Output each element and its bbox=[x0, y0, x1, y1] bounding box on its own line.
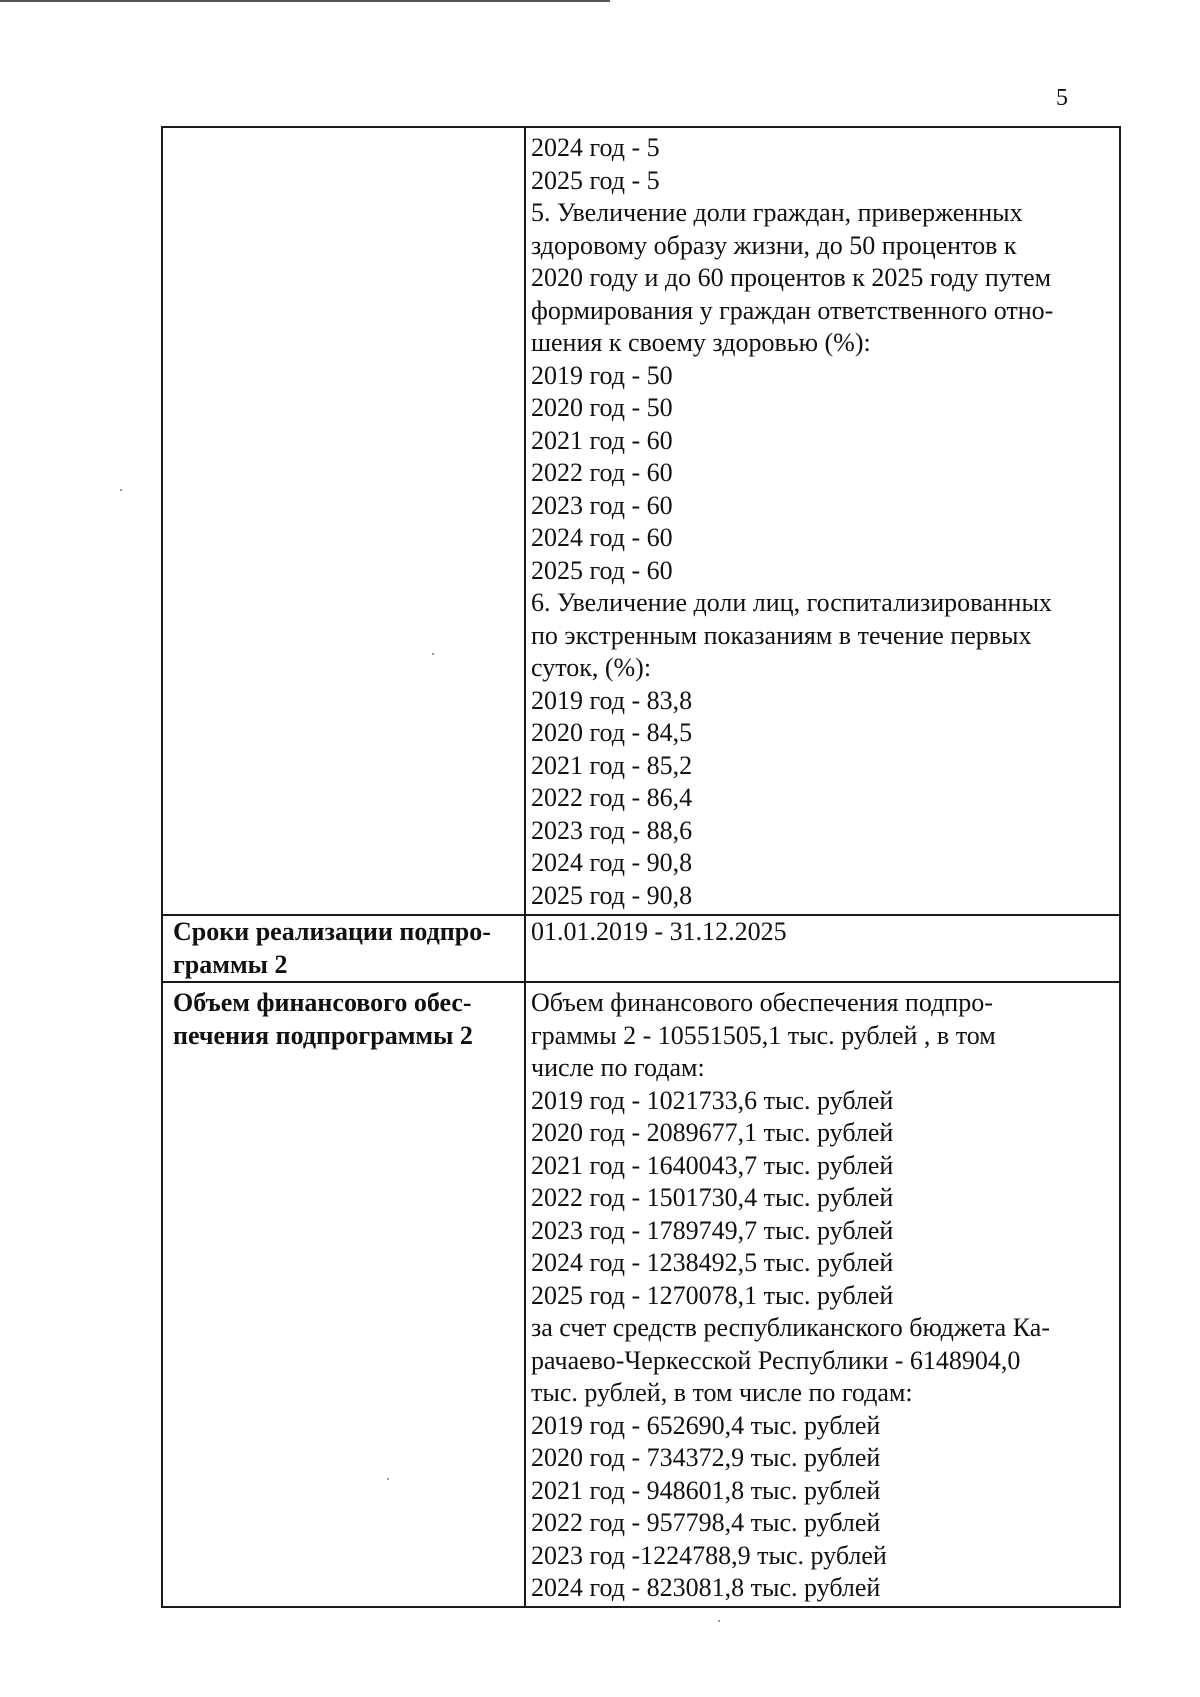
text-line: 01.01.2019 - 31.12.2025 bbox=[531, 917, 787, 946]
text-line: 2024 год - 1238492,5 тыс. рублей bbox=[531, 1248, 894, 1277]
row-label bbox=[163, 916, 524, 981]
text-line: 2020 год - 50 bbox=[531, 393, 673, 422]
text-line: граммы 2 - 10551505,1 тыс. рублей , в том bbox=[531, 1020, 996, 1050]
label-cell bbox=[162, 982, 525, 1607]
scan-top-edge-line bbox=[0, 0, 610, 2]
content-cell bbox=[525, 982, 1120, 1607]
scan-speck bbox=[432, 653, 434, 655]
content-cell bbox=[525, 127, 1120, 915]
text-line: 2022 год - 86,4 bbox=[531, 783, 693, 812]
scan-speck bbox=[387, 1478, 389, 1480]
text-line: 2019 год - 83,8 bbox=[531, 685, 693, 715]
text-line: 2022 год - 1501730,4 тыс. рублей bbox=[531, 1183, 894, 1212]
text-line: 2020 год - 2089677,1 тыс. рублей bbox=[531, 1118, 894, 1147]
row-content bbox=[526, 983, 1119, 1605]
text-line: граммы 2 bbox=[173, 949, 288, 979]
text-line: 2019 год - 1021733,6 тыс. рублей bbox=[531, 1085, 894, 1115]
text-line: 2024 год - 90,8 bbox=[531, 848, 693, 877]
scan-speck bbox=[120, 489, 122, 491]
text-line: тыс. рублей, в том числе по годам: bbox=[531, 1378, 913, 1407]
text-line: 2019 год - 50 bbox=[531, 360, 673, 390]
table-row-implementation-period bbox=[162, 915, 1120, 982]
text-line: 2021 год - 85,2 bbox=[531, 750, 693, 780]
text-line: числе по годам: bbox=[531, 1053, 705, 1082]
text-line: 2024 год - 5 bbox=[531, 133, 660, 162]
table-row-financing-volume bbox=[162, 982, 1120, 1607]
text-line: Сроки реализации подпро- bbox=[173, 917, 491, 946]
text-line: рачаево-Черкесской Республики - 6148904,0 bbox=[531, 1345, 1021, 1375]
row-label bbox=[163, 983, 524, 1052]
text-line: 2022 год - 957798,4 тыс. рублей bbox=[531, 1508, 881, 1537]
text-line: 2023 год - 1789749,7 тыс. рублей bbox=[531, 1215, 894, 1245]
text-line: 2023 год - 60 bbox=[531, 490, 673, 520]
text-line: 2024 год - 60 bbox=[531, 523, 673, 552]
text-line: Объем финансового обеспечения подпро- bbox=[531, 988, 993, 1017]
text-line: 2020 год - 84,5 bbox=[531, 718, 693, 747]
text-line: 2025 год - 1270078,1 тыс. рублей bbox=[531, 1280, 894, 1310]
text-line: 2025 год - 90,8 bbox=[531, 880, 693, 910]
text-line: 5. Увеличение доли граждан, приверженных bbox=[531, 198, 1023, 227]
text-line: 2023 год -1224788,9 тыс. рублей bbox=[531, 1540, 887, 1570]
text-line: 2019 год - 652690,4 тыс. рублей bbox=[531, 1410, 881, 1440]
text-line: 2023 год - 88,6 bbox=[531, 815, 693, 845]
text-line: по экстренным показаниям в течение первых bbox=[531, 620, 1032, 650]
text-line: печения подпрограммы 2 bbox=[173, 1020, 473, 1050]
text-line: за счет средств республиканского бюджета Ка- bbox=[531, 1313, 1050, 1342]
table-row-indicators-continued bbox=[162, 127, 1120, 915]
text-line: 6. Увеличение доли лиц, госпитализированных bbox=[531, 588, 1052, 617]
subprogram-passport-table bbox=[161, 126, 1121, 1608]
row-content bbox=[526, 916, 1119, 949]
row-content bbox=[526, 128, 1119, 912]
text-line: суток, (%): bbox=[531, 653, 652, 682]
text-line: 2022 год - 60 bbox=[531, 458, 673, 487]
label-cell bbox=[162, 915, 525, 982]
text-line: 2024 год - 823081,8 тыс. рублей bbox=[531, 1573, 881, 1602]
page-number: 5 bbox=[1056, 85, 1068, 111]
text-line: 2021 год - 60 bbox=[531, 425, 673, 455]
text-line: 2025 год - 60 bbox=[531, 555, 673, 585]
text-line: 2020 год - 734372,9 тыс. рублей bbox=[531, 1443, 881, 1472]
content-cell bbox=[525, 915, 1120, 982]
text-line: шения к своему здоровью (%): bbox=[531, 328, 871, 357]
text-line: формирования у граждан ответственного отно- bbox=[531, 295, 1054, 325]
text-line: 2021 год - 948601,8 тыс. рублей bbox=[531, 1475, 881, 1505]
label-cell bbox=[162, 127, 525, 915]
text-line: Объем финансового обес- bbox=[173, 988, 472, 1017]
row-label bbox=[163, 128, 524, 132]
text-line: здоровому образу жизни, до 50 процентов к bbox=[531, 230, 1017, 260]
scan-speck bbox=[718, 1620, 720, 1622]
text-line: 2020 году и до 60 процентов к 2025 году путем bbox=[531, 263, 1052, 292]
text-line: 2021 год - 1640043,7 тыс. рублей bbox=[531, 1150, 894, 1180]
text-line: 2025 год - 5 bbox=[531, 165, 660, 195]
